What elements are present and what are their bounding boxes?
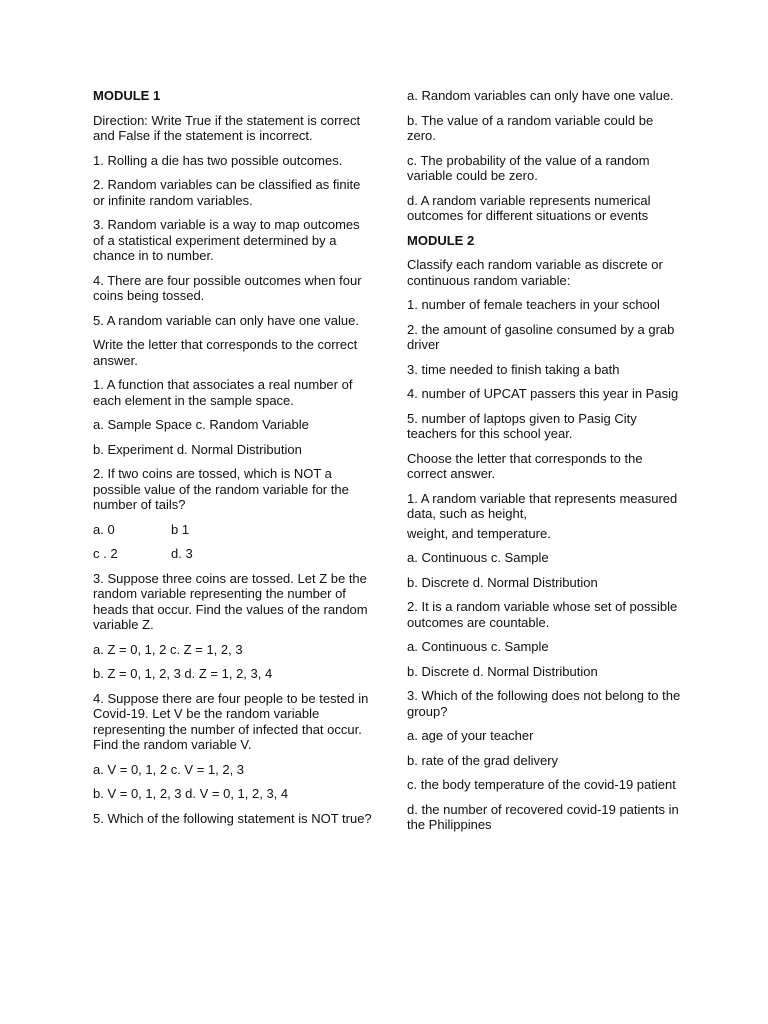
tf-item-5: 5. A random variable can only have one value. (93, 312, 359, 328)
classify-instruction: Classify each random variable as discrete or continuous random variable: (407, 257, 663, 288)
option-a: a. 0 (93, 521, 115, 537)
m2-question-3-option-c: c. the body temperature of the covid-19 patient (407, 777, 676, 792)
question-1-options-row-2: b. Experiment d. Normal Distribution (93, 441, 302, 457)
m2-question-3: 3. Which of the following does not belong to the group? (407, 688, 681, 719)
tf-item-2: 2. Random variables can be classified as finite or infinite random variables. (93, 177, 361, 208)
classify-item-2: 2. the amount of gasoline consumed by a grab driver (407, 321, 675, 352)
m2-question-1-options-row-1: a. Continuous c. Sample (407, 550, 549, 565)
question-4-options-row-2: b. V = 0, 1, 2, 3 d. V = 0, 1, 2, 3, 4 (93, 786, 289, 801)
m2-question-2-options-row-2: b. Discrete d. Normal Distribution (407, 663, 598, 679)
question-3-options-row-2: b. Z = 0, 1, 2, 3 d. Z = 1, 2, 3, 4 (93, 666, 273, 681)
classify-item-3: 3. time needed to finish taking a bath (407, 361, 620, 377)
question-3: 3. Suppose three coins are tossed. Let Z be the random variable representing the number of heads that occur. Find the values of the random variable Z. (93, 570, 368, 632)
classify-item-4: 4. number of UPCAT passers this year in Pasig (407, 386, 679, 401)
m2-question-3-option-b: b. rate of the grad delivery (407, 752, 559, 768)
question-3-options-row-1: a. Z = 0, 1, 2 c. Z = 1, 2, 3 (93, 641, 243, 657)
option-d: d. 3 (171, 546, 193, 561)
m2-question-1-options-row-2: b. Discrete d. Normal Distribution (407, 574, 598, 590)
tf-item-3: 3. Random variable is a way to map outcomes of a statistical experiment determined by a chance in to number. (93, 217, 360, 263)
question-1: 1. A function that associates a real number of each element in the sample space. (93, 377, 353, 408)
m2-question-1-line-1: 1. A random variable that represents measured data, such as height, (407, 490, 678, 521)
question-2-options-row-2 (93, 546, 373, 562)
module-1-title: MODULE 1 (93, 88, 161, 103)
right-column (407, 88, 682, 842)
m2-question-3-option-d: d. the number of recovered covid-19 patients in the Philippines (407, 801, 679, 832)
instruction-text: Write the letter that corresponds to the correct answer. (93, 337, 358, 368)
question-1-options-row-1: a. Sample Space c. Random Variable (93, 417, 309, 432)
question-5: 5. Which of the following statement is NOT true? (93, 810, 372, 826)
m2-question-2: 2. It is a random variable whose set of possible outcomes are countable. (407, 599, 678, 630)
module-2-title: MODULE 2 (407, 232, 475, 248)
option-c: c . 2 (93, 546, 118, 561)
question-4: 4. Suppose there are four people to be tested in Covid-19. Let V be the random variable representing the number of infected that occur. Find the random variable V. (93, 690, 369, 752)
choose-instruction: Choose the letter that corresponds to the correct answer. (407, 450, 643, 481)
left-column (93, 88, 373, 835)
m2-question-2-options-row-1: a. Continuous c. Sample (407, 639, 549, 654)
classify-item-5: 5. number of laptops given to Pasig City teachers for this school year. (407, 410, 637, 441)
question-5-option-b: b. The value of a random variable could be zero. (407, 112, 654, 143)
question-5-option-c: c. The probability of the value of a random variable could be zero. (407, 152, 650, 183)
tf-item-4: 4. There are four possible outcomes when four coins being tossed. (93, 272, 362, 303)
direction-text: Direction: Write True if the statement is correct and False if the statement is incorrect. (93, 112, 361, 143)
m2-question-1-line-2: weight, and temperature. (407, 525, 551, 541)
question-4-options-row-1: a. V = 0, 1, 2 c. V = 1, 2, 3 (93, 761, 245, 777)
question-2-options-row-1 (93, 522, 373, 538)
question-5-option-a: a. Random variables can only have one value. (407, 88, 674, 103)
m2-question-3-option-a: a. age of your teacher (407, 728, 534, 743)
tf-item-1: 1. Rolling a die has two possible outcomes. (93, 152, 343, 168)
question-5-option-d: d. A random variable represents numerical outcomes for different situations or events (407, 192, 651, 223)
classify-item-1: 1. number of female teachers in your school (407, 297, 660, 312)
option-b: b 1 (171, 521, 190, 537)
question-2: 2. If two coins are tossed, which is NOT a possible value of the random variable for the number of tails? (93, 466, 349, 512)
